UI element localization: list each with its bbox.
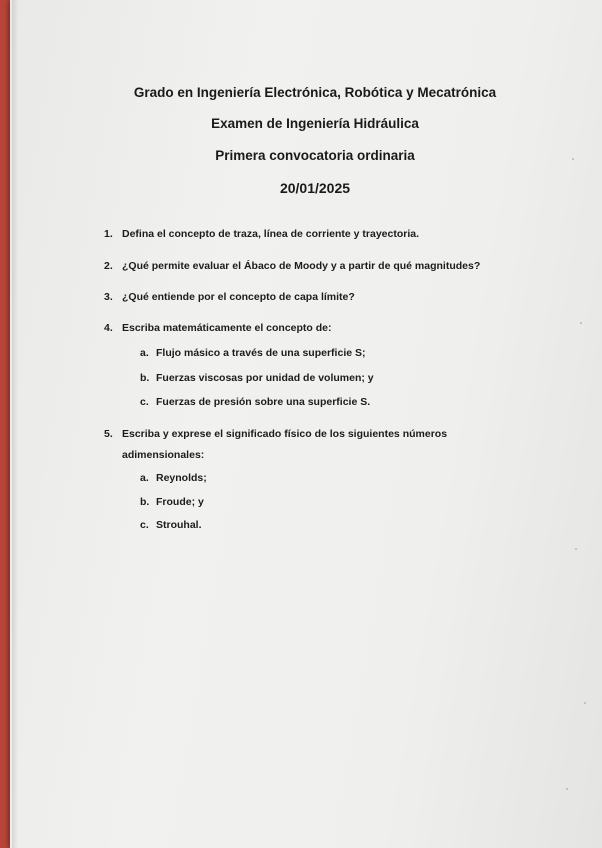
item-letter: c.: [140, 396, 149, 408]
question-number: 4.: [104, 322, 113, 334]
paper-speck: [572, 158, 574, 160]
degree-title: Grado en Ingeniería Electrónica, Robótica y Mecatrónica: [133, 85, 497, 100]
exam-date: 20/01/2025: [279, 180, 351, 196]
paper-speck: [580, 322, 582, 324]
item-text: Fuerzas de presión sobre una superficie S.: [156, 396, 371, 408]
question-text: ¿Qué permite evaluar el Ábaco de Moody y a partir de qué magnitudes?: [122, 260, 481, 272]
paper-speck: [575, 548, 577, 550]
item-letter: b.: [140, 496, 150, 508]
item-text: Froude; y: [156, 496, 204, 508]
item-letter: a.: [140, 347, 149, 359]
question-number: 1.: [104, 228, 113, 240]
question-5-continuation: [122, 449, 204, 461]
item-text: Flujo másico a través de una superficie S;: [156, 347, 366, 359]
exam-title: Examen de Ingeniería Hidráulica: [211, 116, 419, 131]
question-text: Escriba matemáticamente el concepto de:: [122, 322, 332, 334]
paper-speck: [566, 788, 568, 790]
question-text: ¿Qué entiende por el concepto de capa límite?: [122, 291, 355, 303]
exam-session: Primera convocatoria ordinaria: [215, 148, 415, 163]
item-text: Reynolds;: [156, 472, 207, 484]
question-number: 2.: [104, 260, 113, 272]
item-letter: c.: [140, 519, 149, 531]
item-letter: b.: [140, 372, 150, 384]
paper-speck: [584, 702, 586, 704]
item-letter: a.: [140, 472, 149, 484]
question-number: 3.: [104, 291, 113, 303]
question-text: Defina el concepto de traza, línea de corriente y trayectoria.: [122, 228, 420, 240]
question-text: Escriba y exprese el significado físico de los siguientes números: [122, 428, 448, 440]
item-text: Fuerzas viscosas por unidad de volumen; y: [156, 372, 374, 384]
item-text: Strouhal.: [156, 519, 202, 531]
question-number: 5.: [104, 428, 113, 440]
question-text-continued: adimensionales:: [122, 449, 205, 461]
